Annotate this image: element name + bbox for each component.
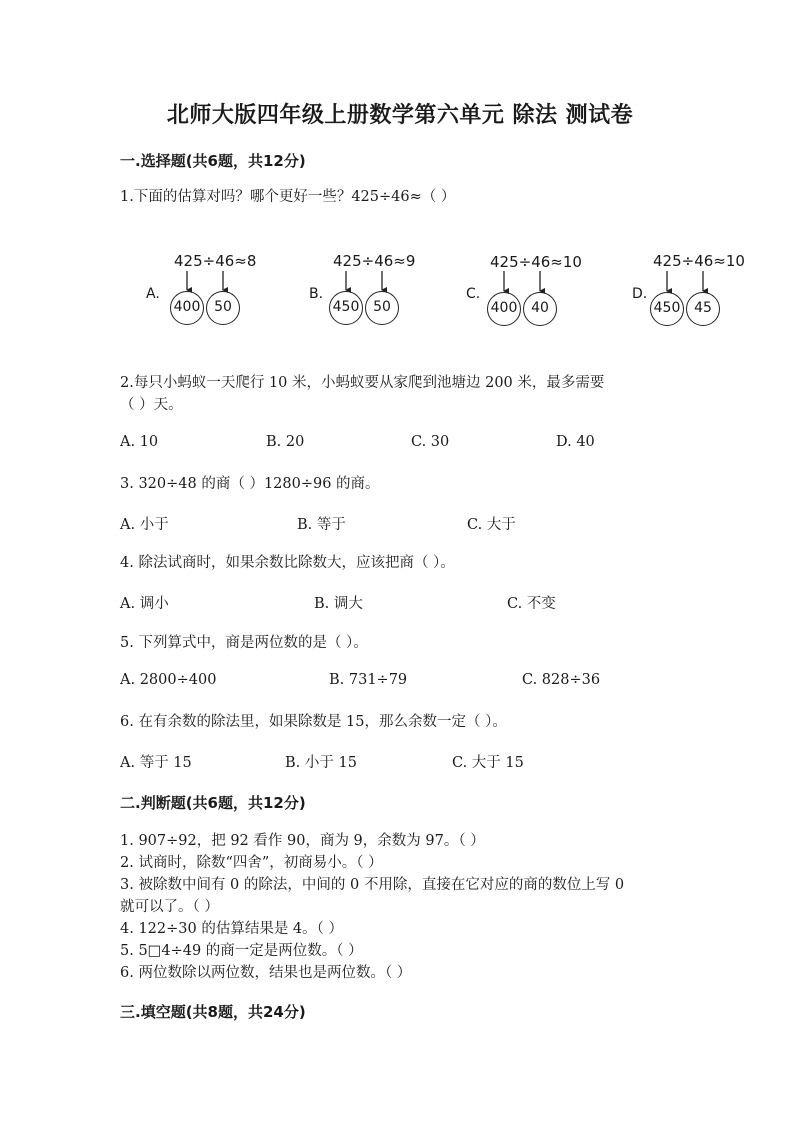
option-d-label: D. bbox=[632, 286, 648, 302]
question-2-option-c: C. 30 bbox=[411, 434, 450, 450]
option-b-circle-dividend: 450 bbox=[329, 291, 363, 325]
question-6-option-c: C. 大于 15 bbox=[452, 755, 524, 771]
question-4-text: 4. 除法试商时，如果余数比除数大，应该把商（ ）。 bbox=[120, 555, 455, 571]
option-d-expression: 425÷46≈10 bbox=[653, 252, 745, 270]
question-6-option-a: A. 等于 15 bbox=[120, 755, 192, 771]
option-c-label: C. bbox=[466, 286, 481, 302]
section-heading-fill-blank: 三.填空题(共8题，共24分) bbox=[120, 1003, 306, 1021]
question-3-option-a: A. 小于 bbox=[120, 517, 169, 533]
option-d-circle-divisor: 45 bbox=[686, 292, 720, 326]
judge-item-1: 1. 907÷92，把 92 看作 90，商为 9，余数为 97。（ ） bbox=[120, 833, 485, 849]
question-5-option-c: C. 828÷36 bbox=[522, 672, 601, 688]
option-b-expression: 425÷46≈9 bbox=[333, 252, 416, 270]
option-c-circle-dividend: 400 bbox=[487, 292, 521, 326]
question-2-option-b: B. 20 bbox=[266, 434, 305, 450]
judge-item-2: 2. 试商时，除数“四舍”，初商易小。（ ） bbox=[120, 855, 383, 871]
question-5-option-a: A. 2800÷400 bbox=[120, 672, 217, 688]
page-title: 北师大版四年级上册数学第六单元 除法 测试卷 bbox=[166, 103, 634, 128]
option-a-label: A. bbox=[146, 286, 160, 302]
question-5-text: 5. 下列算式中，商是两位数的是（ ）。 bbox=[120, 635, 368, 651]
question-2-line-2: （ ）天。 bbox=[120, 397, 183, 413]
question-3-text: 3. 320÷48 的商（ ）1280÷96 的商。 bbox=[120, 476, 380, 492]
section-heading-choice: 一.选择题(共6题，共12分) bbox=[120, 152, 306, 170]
estimation-arrows bbox=[0, 0, 800, 340]
judge-item-3-line-2: 就可以了。（ ） bbox=[120, 899, 219, 915]
judge-item-4: 4. 122÷30 的估算结果是 4。（ ） bbox=[120, 921, 344, 937]
option-a-expression: 425÷46≈8 bbox=[174, 252, 257, 270]
question-3-option-c: C. 大于 bbox=[467, 517, 516, 533]
option-d-circle-dividend: 450 bbox=[650, 292, 684, 326]
option-b-label: B. bbox=[309, 286, 324, 302]
option-c-circle-divisor: 40 bbox=[523, 292, 557, 326]
question-5-option-b: B. 731÷79 bbox=[329, 672, 408, 688]
option-c-expression: 425÷46≈10 bbox=[490, 253, 582, 271]
question-1-text: 1.下面的估算对吗？哪个更好一些？425÷46≈（ ） bbox=[120, 189, 456, 205]
judge-item-3-line-1: 3. 被除数中间有 0 的除法，中间的 0 不用除，直接在它对应的商的数位上写 0 bbox=[120, 877, 625, 893]
judge-item-5: 5. 5□4÷49 的商一定是两位数。（ ） bbox=[120, 943, 363, 959]
option-b-circle-divisor: 50 bbox=[365, 291, 399, 325]
section-heading-judge: 二.判断题(共6题，共12分) bbox=[120, 794, 306, 812]
question-4-option-b: B. 调大 bbox=[314, 596, 363, 612]
option-a-circle-dividend: 400 bbox=[170, 291, 204, 325]
option-a-circle-divisor: 50 bbox=[206, 291, 240, 325]
question-4-option-a: A. 调小 bbox=[120, 596, 169, 612]
question-6-option-b: B. 小于 15 bbox=[285, 755, 357, 771]
question-2-option-d: D. 40 bbox=[556, 434, 595, 450]
question-2-line-1: 2.每只小蚂蚁一天爬行 10 米，小蚂蚁要从家爬到池塘边 200 米，最多需要 bbox=[120, 375, 605, 391]
question-2-option-a: A. 10 bbox=[120, 434, 159, 450]
question-4-option-c: C. 不变 bbox=[507, 596, 556, 612]
question-3-option-b: B. 等于 bbox=[297, 517, 346, 533]
judge-item-6: 6. 两位数除以两位数，结果也是两位数。（ ） bbox=[120, 965, 412, 981]
question-6-text: 6. 在有余数的除法里，如果除数是 15，那么余数一定（ ）。 bbox=[120, 714, 507, 730]
